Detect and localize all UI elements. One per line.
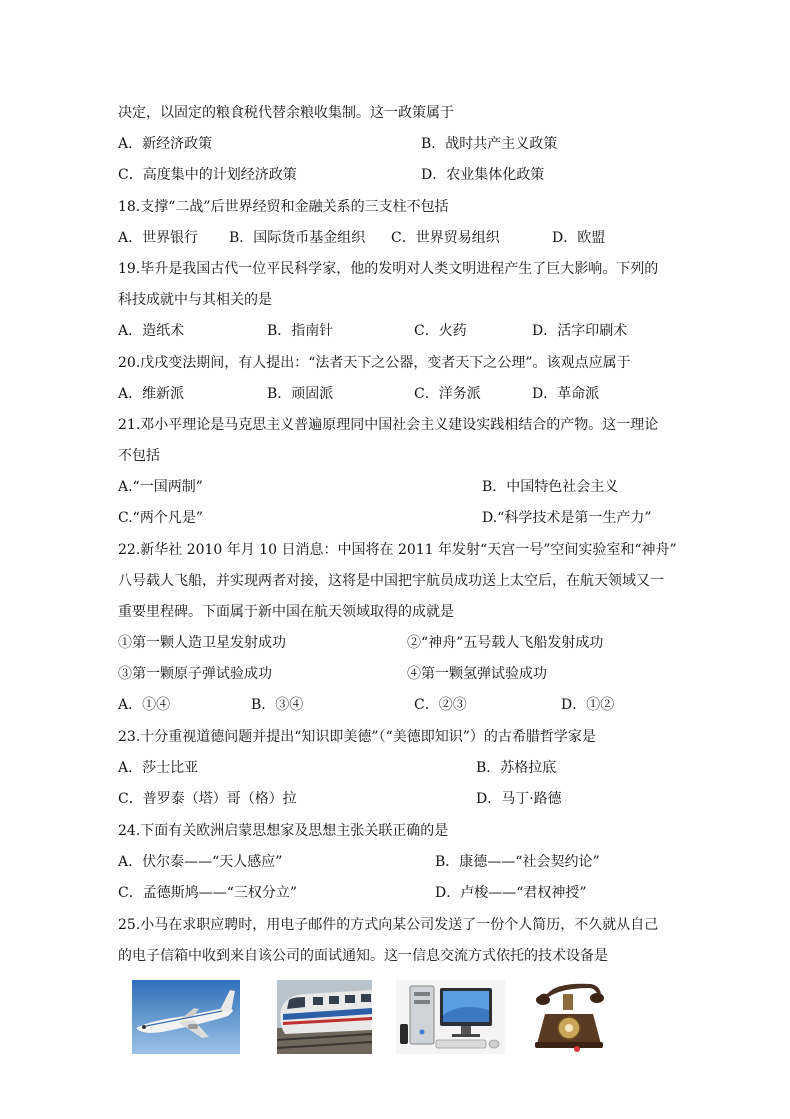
q20-option-c: C．洋务派 — [414, 386, 481, 402]
q19-option-a: A．造纸术 — [118, 323, 185, 339]
q24-option-d: D．卢梭——“君权神授” — [435, 885, 587, 901]
q22-item-3: ③第一颗原子弹试验成功 — [118, 666, 272, 682]
q19-stem-line2: 科技成就中与其相关的是 — [118, 292, 272, 308]
q23-option-a: A．莎士比亚 — [118, 760, 199, 776]
q23-option-c: C．普罗泰（塔）哥（格）拉 — [118, 791, 297, 807]
airplane-photo — [132, 980, 240, 1054]
q18-option-d: D．欧盟 — [552, 230, 606, 246]
q22-stem-line3: 重要里程碑。下面属于新中国在航天领域取得的成就是 — [118, 604, 454, 620]
q17-option-d: D．农业集体化政策 — [421, 167, 545, 183]
q17-stem-tail: 决定，以固定的粮食税代替余粮收集制。这一政策属于 — [118, 105, 454, 121]
q17-option-c: C．高度集中的计划经济政策 — [118, 167, 297, 183]
q21-option-b: B．中国特色社会主义 — [482, 479, 619, 495]
q21-option-a: A.“一国两制” — [118, 479, 203, 495]
q19-option-d: D．活字印刷术 — [532, 323, 628, 339]
q21-stem-line2: 不包括 — [118, 448, 160, 464]
q25-stem-line2: 的电子信箱中收到来自该公司的面试通知。这一信息交流方式依托的技术设备是 — [118, 948, 608, 964]
q25-stem-line1: 25.小马在求职应聘时，用电子邮件的方式向某公司发送了一份个人简历，不久就从自己 — [118, 917, 659, 933]
q18-stem: 18.支撑“二战”后世界经贸和金融关系的三支柱不包括 — [118, 199, 449, 215]
q22-stem-line1: 22.新华社 2010 年月 10 日消息：中国将在 2011 年发射“天宫一号”空间实验室和“神舟” — [118, 542, 677, 558]
q19-option-c: C．火药 — [414, 323, 467, 339]
q22-option-d: D．①② — [561, 697, 615, 713]
q20-option-a: A．维新派 — [118, 386, 185, 402]
telephone-photo — [517, 980, 620, 1054]
train-photo — [277, 980, 372, 1054]
q20-option-d: D．革命派 — [532, 386, 600, 402]
q19-option-b: B．指南针 — [267, 323, 334, 339]
q21-option-d: D.“科学技术是第一生产力” — [482, 510, 652, 526]
q24-option-c: C．孟德斯鸠——“三权分立” — [118, 885, 298, 901]
q22-item-4: ④第一颗氢弹试验成功 — [407, 666, 547, 682]
q18-option-b: B．国际货币基金组织 — [229, 230, 366, 246]
q17-option-a: A．新经济政策 — [118, 136, 213, 152]
q23-option-b: B．苏格拉底 — [476, 760, 557, 776]
q22-item-1: ①第一颗人造卫星发射成功 — [118, 635, 286, 651]
q24-option-a: A．伏尔泰——“天人感应” — [118, 854, 283, 870]
q22-item-2: ②“神舟”五号载人飞船发射成功 — [407, 635, 604, 651]
q19-stem-line1: 19.毕升是我国古代一位平民科学家，他的发明对人类文明进程产生了巨大影响。下列的 — [118, 261, 659, 277]
q23-option-d: D．马丁·路德 — [476, 791, 562, 807]
q24-stem: 24.下面有关欧洲启蒙思想家及思想主张关联正确的是 — [118, 823, 449, 839]
q17-option-b: B．战时共产主义政策 — [421, 136, 558, 152]
q23-stem: 23.十分重视道德问题并提出“知识即美德”（“美德即知识”）的古希腊哲学家是 — [118, 729, 596, 745]
q21-stem-line1: 21.邓小平理论是马克思主义普遍原理同中国社会主义建设实践相结合的产物。这一理论 — [118, 417, 659, 433]
q24-option-b: B．康德——“社会契约论” — [435, 854, 600, 870]
computer-photo — [396, 980, 505, 1054]
q20-option-b: B．顽固派 — [267, 386, 334, 402]
q22-stem-line2: 八号载人飞船，并实现两者对接，这将是中国把宇航员成功送上太空后，在航天领域又一 — [118, 573, 664, 589]
q18-option-c: C．世界贸易组织 — [391, 230, 500, 246]
q22-option-a: A．①④ — [118, 697, 171, 713]
q18-option-a: A．世界银行 — [118, 230, 199, 246]
q21-option-c: C.“两个凡是” — [118, 510, 203, 526]
q22-option-c: C．②③ — [414, 697, 467, 713]
q22-option-b: B．③④ — [251, 697, 304, 713]
q20-stem: 20.戊戌变法期间，有人提出：“法者天下之公器，变者天下之公理”。该观点应属于 — [118, 355, 631, 371]
